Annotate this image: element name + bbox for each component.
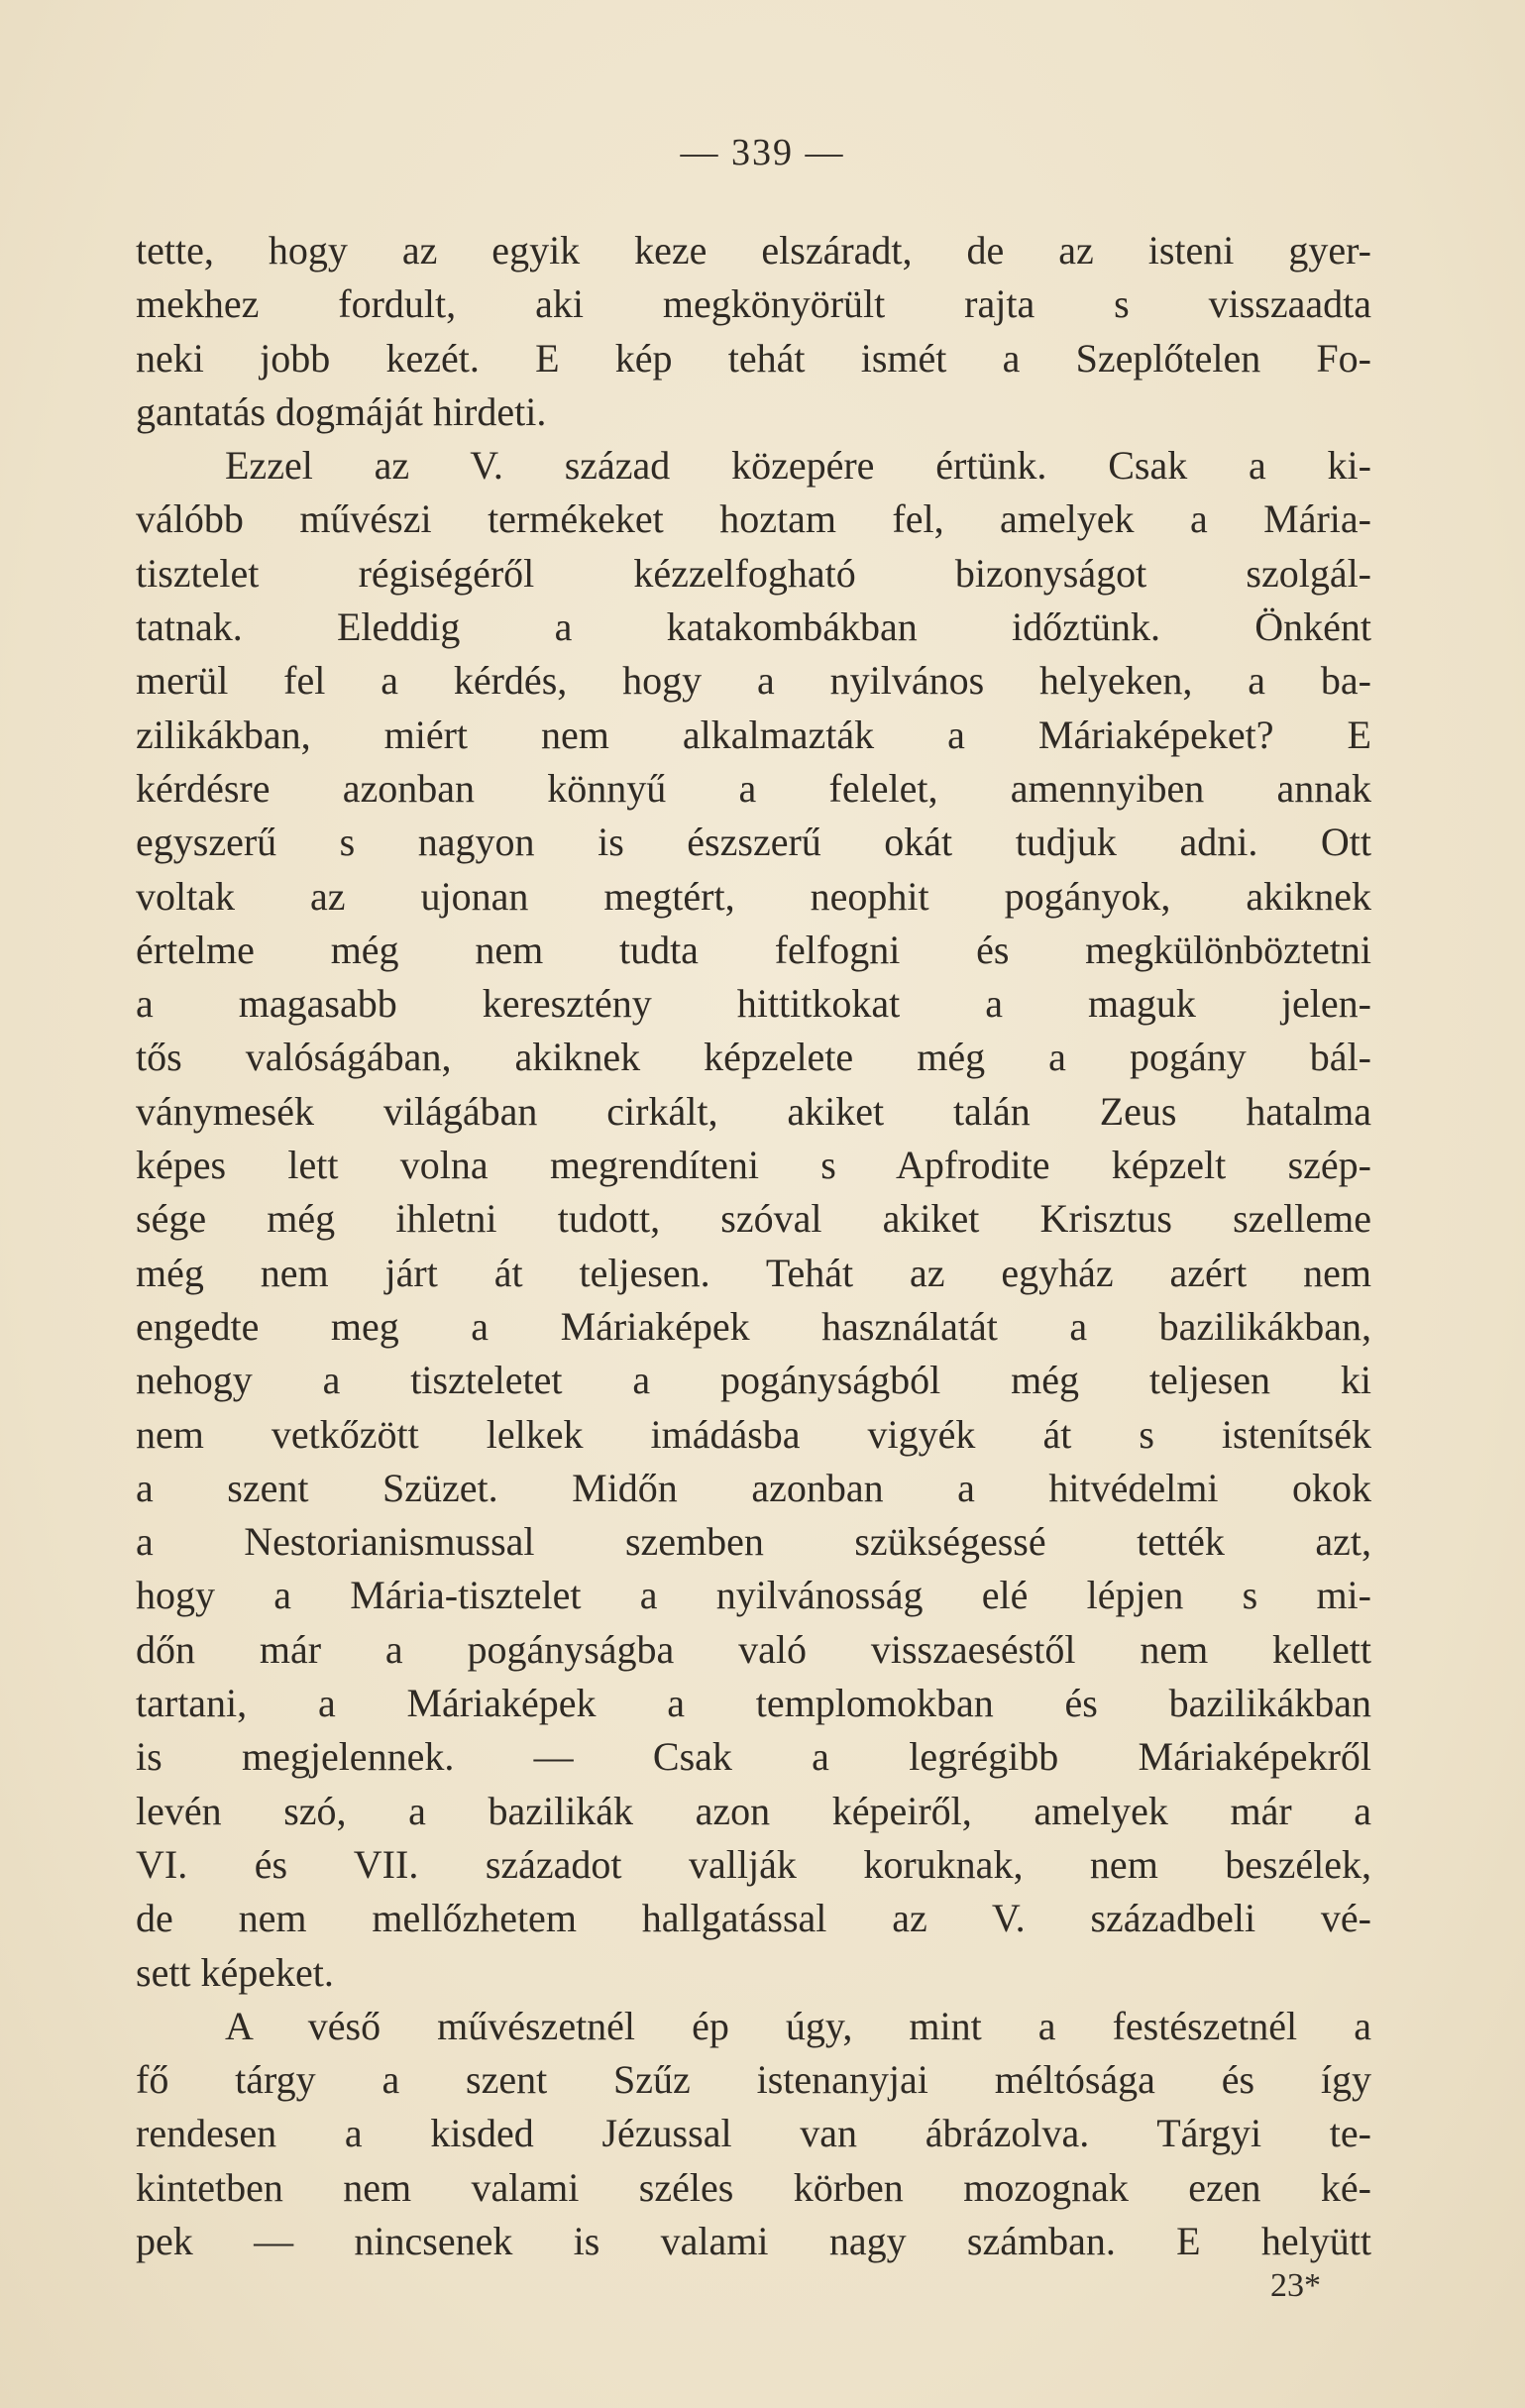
text-line: képes lett volna megrendíteni s Apfrodite képzelt szép-: [136, 1143, 1371, 1188]
text-line: kintetben nem valami széles körben mozognak ezen ké-: [136, 2164, 1371, 2210]
text-line: sége még ihletni tudott, szóval akiket Krisztus szelleme: [136, 1196, 1371, 1242]
text-line: sett képeket.: [136, 1949, 334, 1995]
signature-mark: 23*: [1270, 2267, 1321, 2304]
text-line: levén szó, a bazilikák azon képeiről, amelyek már a: [136, 1788, 1371, 1833]
text-line: ványmesék világában cirkált, akiket talán Zeus hatalma: [136, 1088, 1371, 1134]
text-line: neki jobb kezét. E kép tehát ismét a Szeplőtelen Fo-: [136, 335, 1371, 381]
text-line: mekhez fordult, aki megkönyörült rajta s visszaadta: [136, 281, 1371, 327]
text-line: fő tárgy a szent Szűz istenanyjai méltósága és így: [136, 2057, 1371, 2103]
text-line: zilikákban, miért nem alkalmazták a Máriaképeket? E: [136, 711, 1371, 757]
text-line: rendesen a kisded Jézussal van ábrázolva. Tárgyi te-: [136, 2111, 1371, 2156]
text-line: még nem járt át teljesen. Tehát az egyház azért nem: [136, 1250, 1371, 1295]
page-number: — 339 —: [680, 132, 845, 173]
text-line: tatnak. Eleddig a katakombákban időztünk. Önként: [136, 604, 1371, 650]
text-line: voltak az ujonan megtért, neophit pogányok, akiknek: [136, 873, 1371, 919]
text-line: válóbb művészi termékeket hoztam fel, amelyek a Mária-: [136, 496, 1371, 542]
text-line: VI. és VII. századot vallják koruknak, nem beszélek,: [136, 1841, 1371, 1887]
text-line: tisztelet régiségéről kézzelfogható bizonyságot szolgál-: [136, 550, 1371, 596]
text-line: egyszerű s nagyon is észszerű okát tudjuk adni. Ott: [136, 820, 1371, 865]
text-line: a szent Szüzet. Midőn azonban a hitvédelmi okok: [136, 1465, 1371, 1510]
text-line: gantatás dogmáját hirdeti.: [136, 388, 547, 434]
text-line: dőn már a pogányságba való visszaeséstől nem kellett: [136, 1626, 1371, 1672]
text-line: tős valóságában, akiknek képzelete még a pogány bál-: [136, 1035, 1371, 1080]
text-line: merül fel a kérdés, hogy a nyilvános helyeken, a ba-: [136, 658, 1371, 704]
text-line: engedte meg a Máriaképek használatát a bazilikákban,: [136, 1303, 1371, 1349]
text-line: is megjelennek. — Csak a legrégibb Máriaképekről: [136, 1734, 1371, 1780]
text-line: pek — nincsenek is valami nagy számban. E helyütt: [136, 2218, 1371, 2263]
text-line: A véső művészetnél ép úgy, mint a festészetnél a: [225, 2003, 1371, 2048]
text-line: de nem mellőzhetem hallgatással az V. századbeli vé-: [136, 1896, 1371, 1941]
text-line: tartani, a Máriaképek a templomokban és bazilikákban: [136, 1681, 1371, 1726]
text-line: a magasabb keresztény hittitkokat a maguk jelen-: [136, 981, 1371, 1027]
text-line: nem vetkőzött lelkek imádásba vigyék át s istenítsék: [136, 1411, 1371, 1457]
body-text: [136, 224, 1371, 2268]
text-line: értelme még nem tudta felfogni és megkülönböztetni: [136, 927, 1371, 972]
text-line: Ezzel az V. század közepére értünk. Csak a ki-: [225, 443, 1371, 489]
text-line: nehogy a tiszteletet a pogányságból még teljesen ki: [136, 1358, 1371, 1403]
text-line: a Nestorianismussal szemben szükségessé tették azt,: [136, 1519, 1371, 1565]
text-line: hogy a Mária-tisztelet a nyilvánosság elé lépjen s mi-: [136, 1573, 1371, 1618]
text-line: kérdésre azonban könnyű a felelet, amennyiben annak: [136, 765, 1371, 811]
text-line: tette, hogy az egyik keze elszáradt, de az isteni gyer-: [136, 228, 1371, 273]
